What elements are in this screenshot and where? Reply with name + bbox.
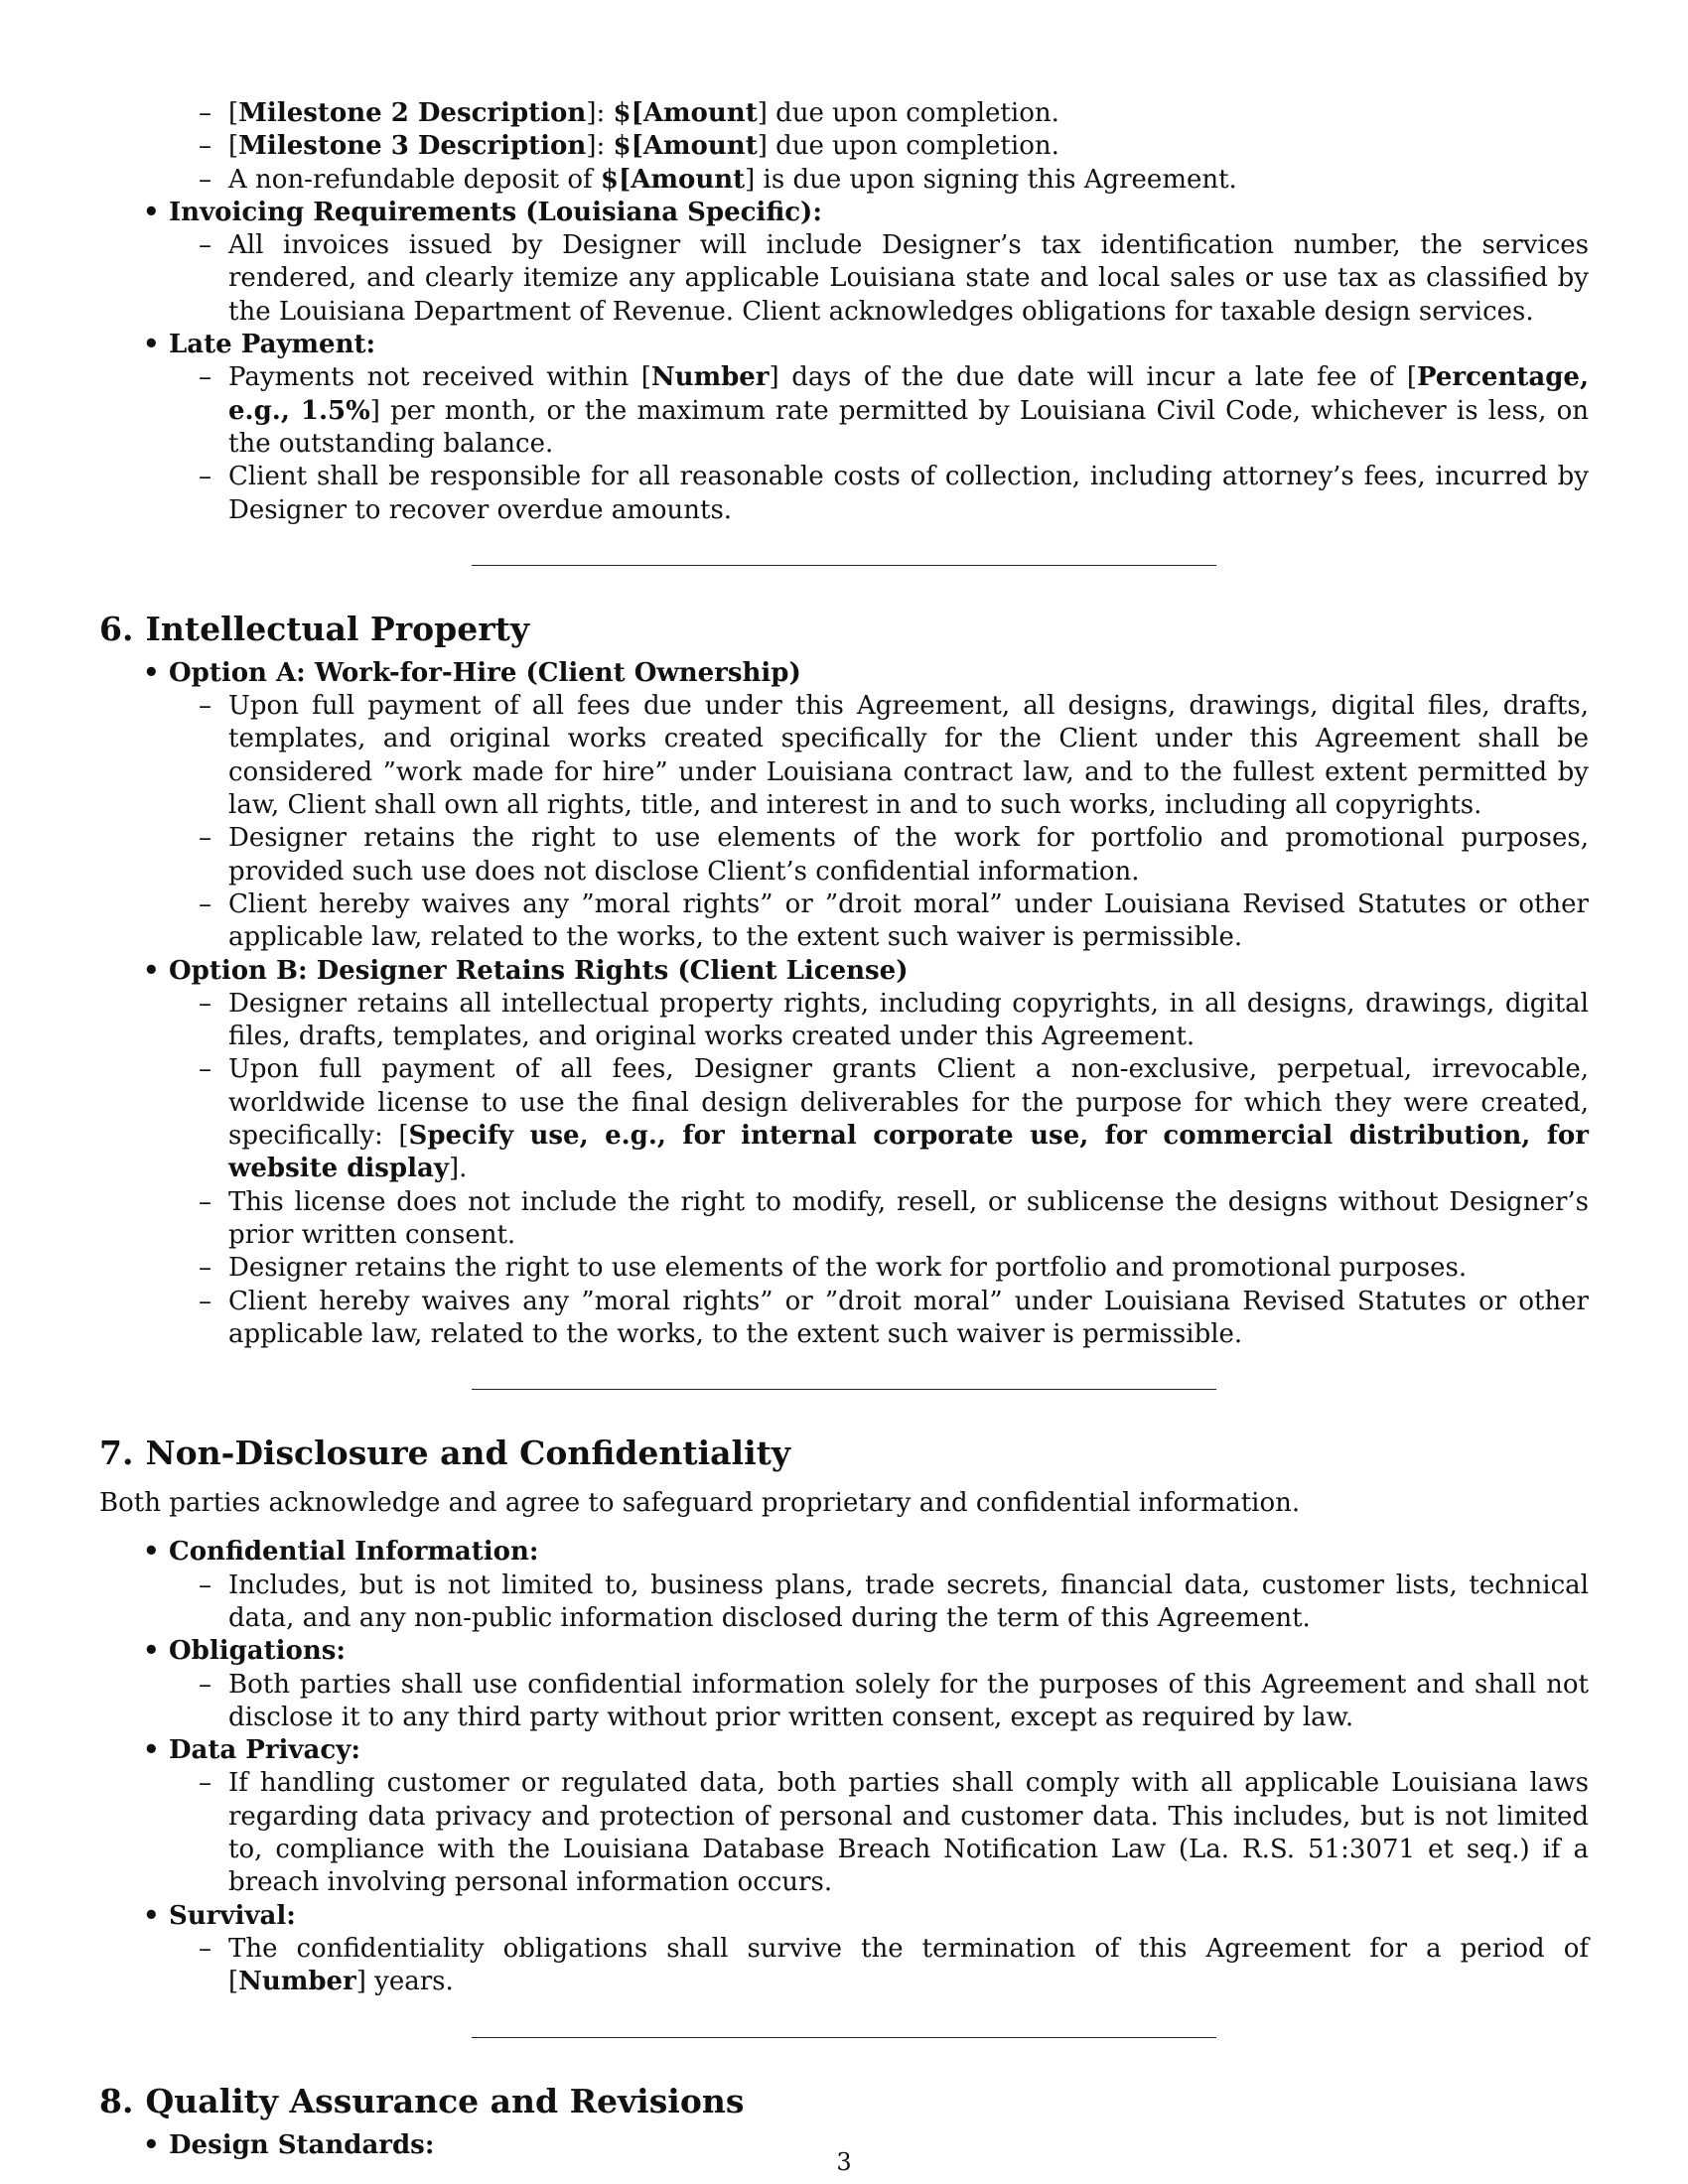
- milestone-3-placeholder: Milestone 3 Description: [238, 131, 587, 162]
- bullet-marker: •: [143, 657, 160, 688]
- dash-marker: –: [199, 1054, 211, 1085]
- section-divider: [472, 2037, 1216, 2038]
- option-a-heading: Option A: Work-for-Hire (Client Ownership): [169, 657, 801, 688]
- dash-marker: –: [199, 164, 211, 195]
- list-item: [199, 1186, 1589, 1253]
- section-divider: [472, 565, 1216, 566]
- dash-marker: –: [199, 462, 211, 492]
- amount-placeholder: $[Amount: [613, 131, 758, 162]
- section-number: 6.: [99, 609, 134, 648]
- survival-item: [143, 1900, 1589, 1999]
- invoicing-heading: Invoicing Requirements (Louisiana Specific):: [169, 197, 822, 227]
- bullet-marker: •: [143, 2129, 160, 2160]
- option-b-sublist: [169, 988, 1589, 1351]
- section-6-list: [99, 657, 1589, 1351]
- dash-marker: –: [199, 823, 211, 854]
- section-title-text: Non-Disclosure and Confidentiality: [145, 1433, 791, 1473]
- survival-heading: Survival:: [169, 1900, 296, 1931]
- collection-costs-detail: [199, 461, 1589, 527]
- section-7-title: [99, 1433, 1589, 1473]
- invoicing-sublist: [169, 229, 1589, 329]
- option-a-item: [143, 657, 1589, 955]
- option-a-sublist: [169, 690, 1589, 954]
- section-7-intro: Both parties acknowledge and agree to safeguard proprietary and confidential information.: [99, 1488, 1301, 1519]
- data-privacy-item: [143, 1734, 1589, 1899]
- amount-placeholder: $[Amount: [600, 164, 746, 195]
- text: A non-refundable deposit of: [228, 164, 601, 195]
- use-placeholder: Specify use, e.g., for internal corporate use, for commercial distribution, for website display: [228, 1121, 1589, 1184]
- bullet-marker: •: [143, 1900, 160, 1931]
- text: Both parties shall use confidential information solely for the purposes of this Agreement and shall not disclose it to any third party without prior written consent, except as required by law.: [228, 1669, 1589, 1732]
- section-title-text: Intellectual Property: [145, 609, 530, 648]
- invoicing-detail: [199, 229, 1589, 329]
- obligations-item: [143, 1635, 1589, 1734]
- confidential-information-item: [143, 1536, 1589, 1635]
- number-placeholder: Number: [238, 1967, 356, 1997]
- bullet-marker: •: [143, 1636, 160, 1667]
- text: ] per month, or the maximum rate permitted by Louisiana Civil Code, whichever is less, on the outstanding balance.: [228, 395, 1589, 459]
- dash-marker: –: [199, 362, 211, 393]
- list-item: [199, 888, 1589, 955]
- bullet-marker: •: [143, 1537, 160, 1568]
- list-item: [199, 1669, 1589, 1735]
- section-number: 8.: [99, 2081, 134, 2120]
- dash-marker: –: [199, 1768, 211, 1799]
- text: Upon full payment of all fees, Designer grants Client a non-exclusive, perpetual, irrevocable, worldwide license to use the final design deliverables for the purpose for which they were created, specifically: [: [228, 1054, 1589, 1152]
- survival-sublist: [169, 1933, 1589, 1999]
- milestone-3-item: [199, 130, 1589, 163]
- milestone-sublist: [169, 97, 1589, 197]
- dash-marker: –: [199, 1286, 211, 1316]
- text: The confidentiality obligations shall survive the termination of this Agreement for a period of [: [228, 1933, 1589, 1997]
- text: This license does not include the right to modify, resell, or sublicense the designs without Designer’s prior written consent.: [228, 1186, 1589, 1250]
- design-standards-heading: Design Standards:: [169, 2129, 435, 2160]
- late-fee-detail: [199, 361, 1589, 461]
- page-number: 3: [836, 2148, 852, 2176]
- list-item: [199, 690, 1589, 822]
- section-6-title: [99, 610, 1589, 649]
- list-item: [199, 988, 1589, 1054]
- section-8-title: [99, 2082, 1589, 2121]
- list-item: [199, 1767, 1589, 1899]
- text: Client shall be responsible for all reasonable costs of collection, including attorney’s fees, incurred by Designer to recover overdue amounts.: [228, 462, 1589, 525]
- text: ] years.: [355, 1967, 454, 1997]
- dash-marker: –: [199, 98, 211, 128]
- list-item: [199, 1570, 1589, 1636]
- section-divider: [472, 1389, 1216, 1390]
- text: Designer retains all intellectual property rights, including copyrights, in all designs, drawings, digital files, drafts, templates, and original works created under this Agreement.: [228, 988, 1589, 1052]
- dash-marker: –: [199, 691, 211, 722]
- bullet-marker: •: [143, 955, 160, 986]
- late-payment-item: [143, 329, 1589, 527]
- milestone-2-item: [199, 97, 1589, 130]
- dash-marker: –: [199, 1669, 211, 1700]
- milestone-2-placeholder: Milestone 2 Description: [238, 98, 587, 128]
- dash-marker: –: [199, 988, 211, 1019]
- text: Client hereby waives any ”moral rights” or ”droit moral” under Louisiana Revised Statutes or other applicable law, related to the works, to the extent such waiver is permissible.: [228, 1286, 1589, 1349]
- bullet-marker: •: [143, 330, 160, 360]
- section-7-list: [99, 1536, 1589, 1998]
- text: Designer retains the right to use elements of the work for portfolio and promotional purposes, provided such use does not disclose Client’s confidential information.: [228, 823, 1589, 887]
- text: If handling customer or regulated data, both parties shall comply with all applicable Louisiana laws regarding data privacy and protection of personal and customer data. This includes, but is not limited to, compliance with the Louisiana Database Breach Notification Law (La. R.S. 51:3071 et seq.) if a breach involving personal information occurs.: [228, 1768, 1589, 1898]
- list-item: [169, 97, 1589, 197]
- invoicing-item: [143, 197, 1589, 329]
- number-placeholder: Number: [650, 362, 770, 393]
- option-b-item: [143, 955, 1589, 1352]
- text: ]:: [586, 131, 614, 162]
- privacy-sublist: [169, 1767, 1589, 1899]
- page-content: [99, 97, 1589, 2162]
- deposit-item: [199, 164, 1589, 197]
- dash-marker: –: [199, 888, 211, 919]
- text: Client hereby waives any ”moral rights” or ”droit moral” under Louisiana Revised Statutes or other applicable law, related to the works, to the extent such waiver is permissible.: [228, 888, 1589, 953]
- dash-marker: –: [199, 1933, 211, 1964]
- list-item: [199, 1286, 1589, 1352]
- late-payment-heading: Late Payment:: [169, 330, 376, 360]
- dash-marker: –: [199, 1186, 211, 1217]
- payment-terms-list: [99, 97, 1589, 527]
- dash-marker: –: [199, 1570, 211, 1600]
- dash-marker: –: [199, 131, 211, 162]
- dash-marker: –: [199, 230, 211, 261]
- text: ] due upon completion.: [757, 131, 1059, 162]
- text: [: [228, 98, 239, 128]
- text: ].: [448, 1154, 468, 1184]
- text: Includes, but is not limited to, business plans, trade secrets, financial data, customer lists, technical data, and any non-public information disclosed during the term of this Agreement.: [228, 1570, 1589, 1633]
- text: All invoices issued by Designer will include Designer’s tax identification number, the services rendered, and clearly itemize any applicable Louisiana state and local sales or use tax as classified by the Louisiana Department of Revenue. Client acknowledges obligations for taxable design services.: [228, 230, 1589, 327]
- obligations-sublist: [169, 1669, 1589, 1735]
- confidential-sublist: [169, 1570, 1589, 1636]
- list-item: [199, 1252, 1589, 1285]
- text: ] due upon completion.: [757, 98, 1059, 128]
- text: ] days of the due date will incur a late fee of [: [769, 362, 1417, 393]
- text: ]:: [586, 98, 614, 128]
- data-privacy-heading: Data Privacy:: [169, 1735, 360, 1766]
- text: [: [228, 131, 239, 162]
- text: Designer retains the right to use elements of the work for portfolio and promotional purposes.: [228, 1253, 1468, 1284]
- confidential-information-heading: Confidential Information:: [169, 1537, 539, 1568]
- amount-placeholder: $[Amount: [613, 98, 758, 128]
- section-title-text: Quality Assurance and Revisions: [145, 2081, 745, 2120]
- option-b-heading: Option B: Designer Retains Rights (Client License): [169, 955, 909, 986]
- dash-marker: –: [199, 1253, 211, 1284]
- text: Upon full payment of all fees due under this Agreement, all designs, drawings, digital files, drafts, templates, and original works created specifically for the Client under this Agreement shall be considered ”work made for hire” under Louisiana contract law, and to the fullest extent permitted by law, Client shall own all rights, title, and interest in and to such works, including all copyrights.: [228, 691, 1589, 821]
- text: Payments not received within [: [228, 362, 651, 393]
- list-item: [199, 1933, 1589, 1999]
- late-payment-sublist: [169, 361, 1589, 526]
- list-item: [199, 1053, 1589, 1185]
- text: ] is due upon signing this Agreement.: [745, 164, 1237, 195]
- bullet-marker: •: [143, 197, 160, 227]
- percentage-placeholder: Percentage, e.g., 1.5%: [228, 362, 1589, 426]
- obligations-heading: Obligations:: [169, 1636, 346, 1667]
- list-item: [199, 822, 1589, 888]
- section-number: 7.: [99, 1433, 134, 1473]
- bullet-marker: •: [143, 1735, 160, 1766]
